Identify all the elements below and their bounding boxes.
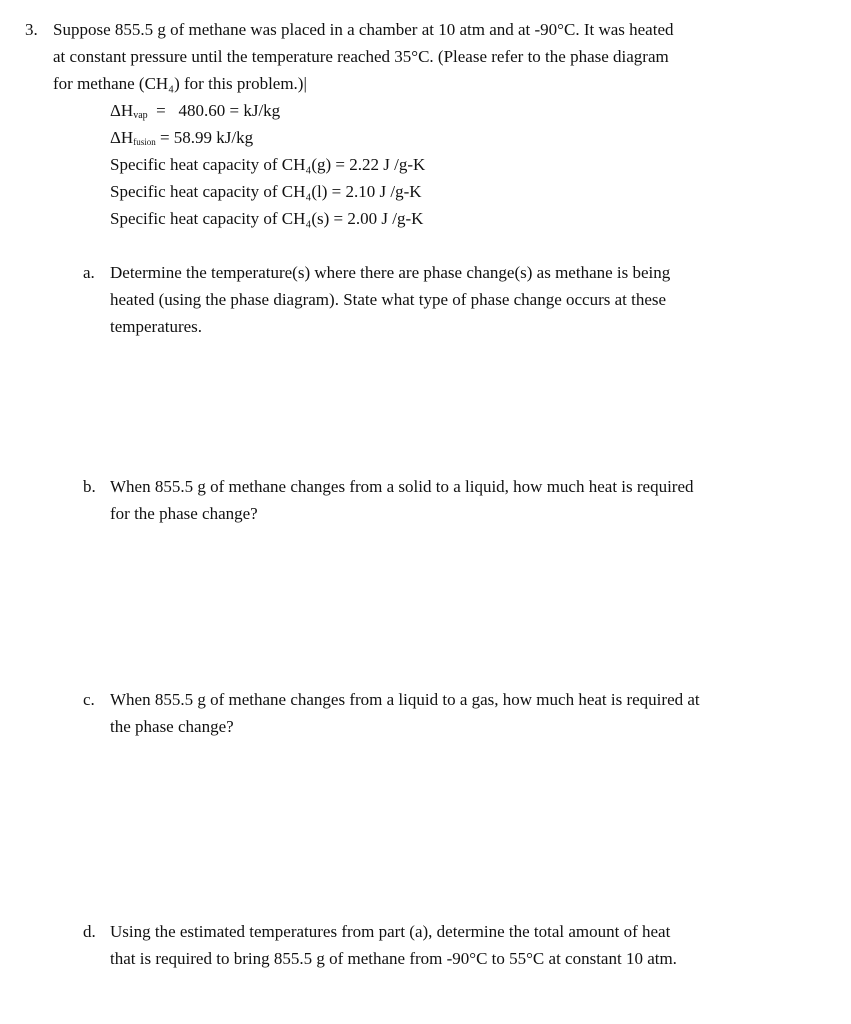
question-c-line-1: When 855.5 g of methane changes from a liquid to a gas, how much heat is required at	[110, 690, 700, 709]
question-a-line-1: Determine the temperature(s) where there are phase change(s) as methane is being	[110, 263, 671, 282]
given-dh-fusion	[110, 128, 253, 152]
fusion-subscript: fusion	[133, 137, 156, 147]
question-a-line-3: temperatures.	[110, 317, 203, 336]
vap-subscript: vap	[133, 110, 148, 121]
given-dh-vap	[110, 101, 280, 126]
question-d-line-1: Using the estimated temperatures from part (a), determine the total amount of heat	[110, 922, 671, 941]
question-b-line-1: When 855.5 g of methane changes from a solid to a liquid, how much heat is required	[110, 477, 694, 496]
intro-line-3: for methane (CH₄) for this problem.)|	[53, 74, 307, 93]
given-cp-liquid: Specific heat capacity of CH₄(l) = 2.10 J /g-K	[110, 182, 422, 201]
question-d-line-2: that is required to bring 855.5 g of methane from -90°C to 55°C at constant 10 atm.	[110, 949, 677, 968]
question-d-label: d.	[83, 922, 96, 941]
question-a-line-2: heated (using the phase diagram). State what type of phase change occurs at these	[110, 290, 667, 309]
intro-line-2: at constant pressure until the temperature reached 35°C. (Please refer to the phase diagram	[53, 47, 669, 66]
dh-vap-value: = 480.60 = kJ/kg	[147, 101, 281, 120]
question-c-line-2: the phase change?	[110, 717, 234, 736]
dh-fusion-value: = 58.99 kJ/kg	[155, 128, 254, 147]
given-cp-solid: Specific heat capacity of CH₄(s) = 2.00 J /g-K	[110, 209, 424, 228]
delta-h-symbol: ΔH	[110, 101, 134, 120]
intro-line-1: Suppose 855.5 g of methane was placed in a chamber at 10 atm and at -90°C. It was heated	[53, 20, 674, 39]
question-b-label: b.	[83, 477, 96, 496]
delta-h-symbol: ΔH	[110, 128, 134, 147]
given-cp-gas: Specific heat capacity of CH₄(g) = 2.22 J /g-K	[110, 155, 426, 174]
problem-number: 3.	[25, 20, 38, 39]
question-b-line-2: for the phase change?	[110, 504, 258, 523]
question-c-label: c.	[83, 690, 95, 709]
question-a-label: a.	[83, 263, 95, 282]
